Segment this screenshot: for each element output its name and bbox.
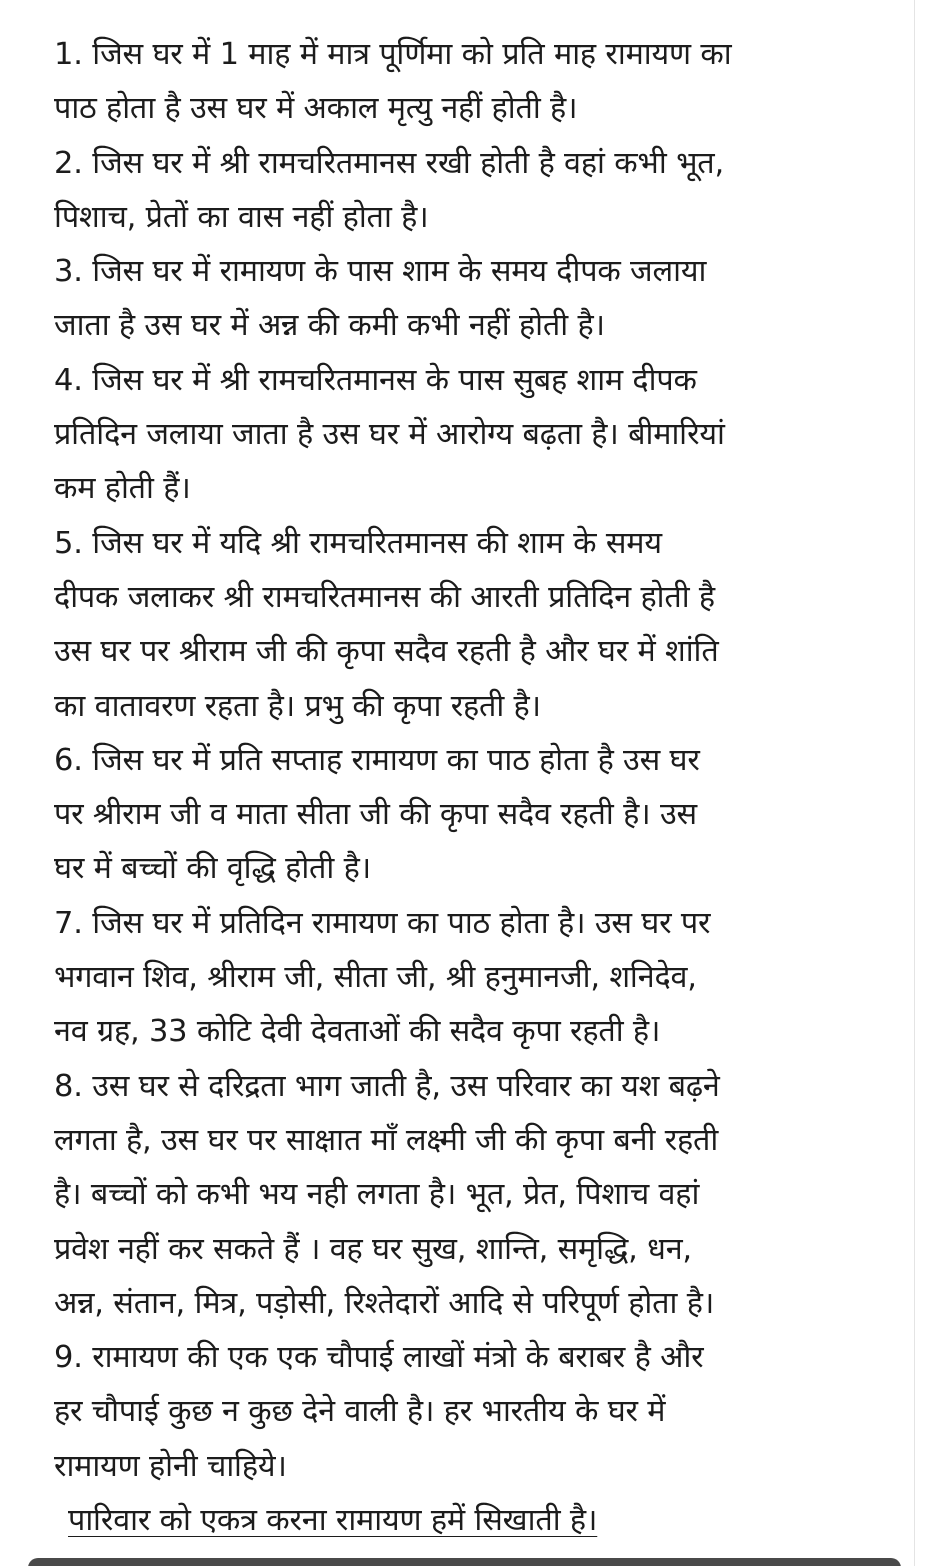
text-line-20: 8. उस घर से दरिद्रता भाग जाती है, उस परिवार का यश बढ़ने [54,1068,720,1104]
text-line-25: 9. रामायण की एक एक चौपाई लाखों मंत्रो के बराबर है और [54,1340,704,1376]
text-line-24: अन्न, संतान, मित्र, पड़ोसी, रिश्तेदारों आदि से परिपूर्ण होता है। [54,1285,715,1321]
text-line-8: प्रतिदिन जलाया जाता है उस घर में आरोग्य बढ़ता है। बीमारियां [54,417,725,453]
text-line-5: 3. जिस घर में रामायण के पास शाम के समय दीपक जलाया [54,254,707,290]
text-line-7: 4. जिस घर में श्री रामचरितमानस के पास सुबह शाम दीपक [54,362,697,398]
text-line-10: 5. जिस घर में यदि श्री रामचरितमानस की शाम के समय [54,525,662,561]
text-line-3: 2. जिस घर में श्री रामचरितमानस रखी होती है वहां कभी भूत, [54,145,724,181]
text-line-14: 6. जिस घर में प्रति सप्ताह रामायण का पाठ होता है उस घर [54,742,700,778]
text-line-16: घर में बच्चों की वृद्धि होती है। [54,851,371,887]
text-line-1: 1. जिस घर में 1 माह में मात्र पूर्णिमा को प्रति माह रामायण का [54,37,732,72]
text-line-22: है। बच्चों को कभी भय नही लगता है। भूत, प्रेत, पिशाच वहां [54,1177,700,1213]
text-line-19: नव ग्रह, 33 कोटि देवी देवताओं की सदैव कृपा रहती है। [54,1014,661,1050]
text-line-4: पिशाच, प्रेतों का वास नहीं होता है। [54,199,429,235]
bottom-sheet-handle-bar[interactable] [28,1558,901,1566]
text-line-12: उस घर पर श्रीराम जी की कृपा सदैव रहती है और घर में शांति [54,634,719,670]
text-line-6: जाता है उस घर में अन्न की कमी कभी नहीं होती है। [54,308,605,344]
text-line-27: रामायण होनी चाहिये। [54,1448,287,1484]
closing-line: पारिवार को एकत्र करना रामायण हमें सिखाती है। [68,1503,598,1539]
document-text [54,28,904,1548]
page-edge-divider [914,0,915,1566]
text-line-15: पर श्रीराम जी व माता सीता जी की कृपा सदैव रहती है। उस [54,797,697,833]
text-line-13: का वातावरण रहता है। प्रभु की कृपा रहती है। [54,688,541,724]
text-line-26: हर चौपाई कुछ न कुछ देने वाली है। हर भारतीय के घर में [54,1394,666,1430]
text-line-9: कम होती हैं। [54,471,191,507]
text-line-17: 7. जिस घर में प्रतिदिन रामायण का पाठ होता है। उस घर पर [54,905,711,941]
text-line-2: पाठ होता है उस घर में अकाल मृत्यु नहीं होती है। [54,91,578,127]
text-line-11: दीपक जलाकर श्री रामचरितमानस की आरती प्रतिदिन होती है [54,579,715,615]
text-line-23: प्रवेश नहीं कर सकते हैं । वह घर सुख, शान्ति, समृद्धि, धन, [54,1231,692,1267]
text-line-18: भगवान शिव, श्रीराम जी, सीता जी, श्री हनुमानजी, शनिदेव, [54,960,697,996]
text-line-21: लगता है, उस घर पर साक्षात माँ लक्ष्मी जी की कृपा बनी रहती [54,1122,719,1158]
